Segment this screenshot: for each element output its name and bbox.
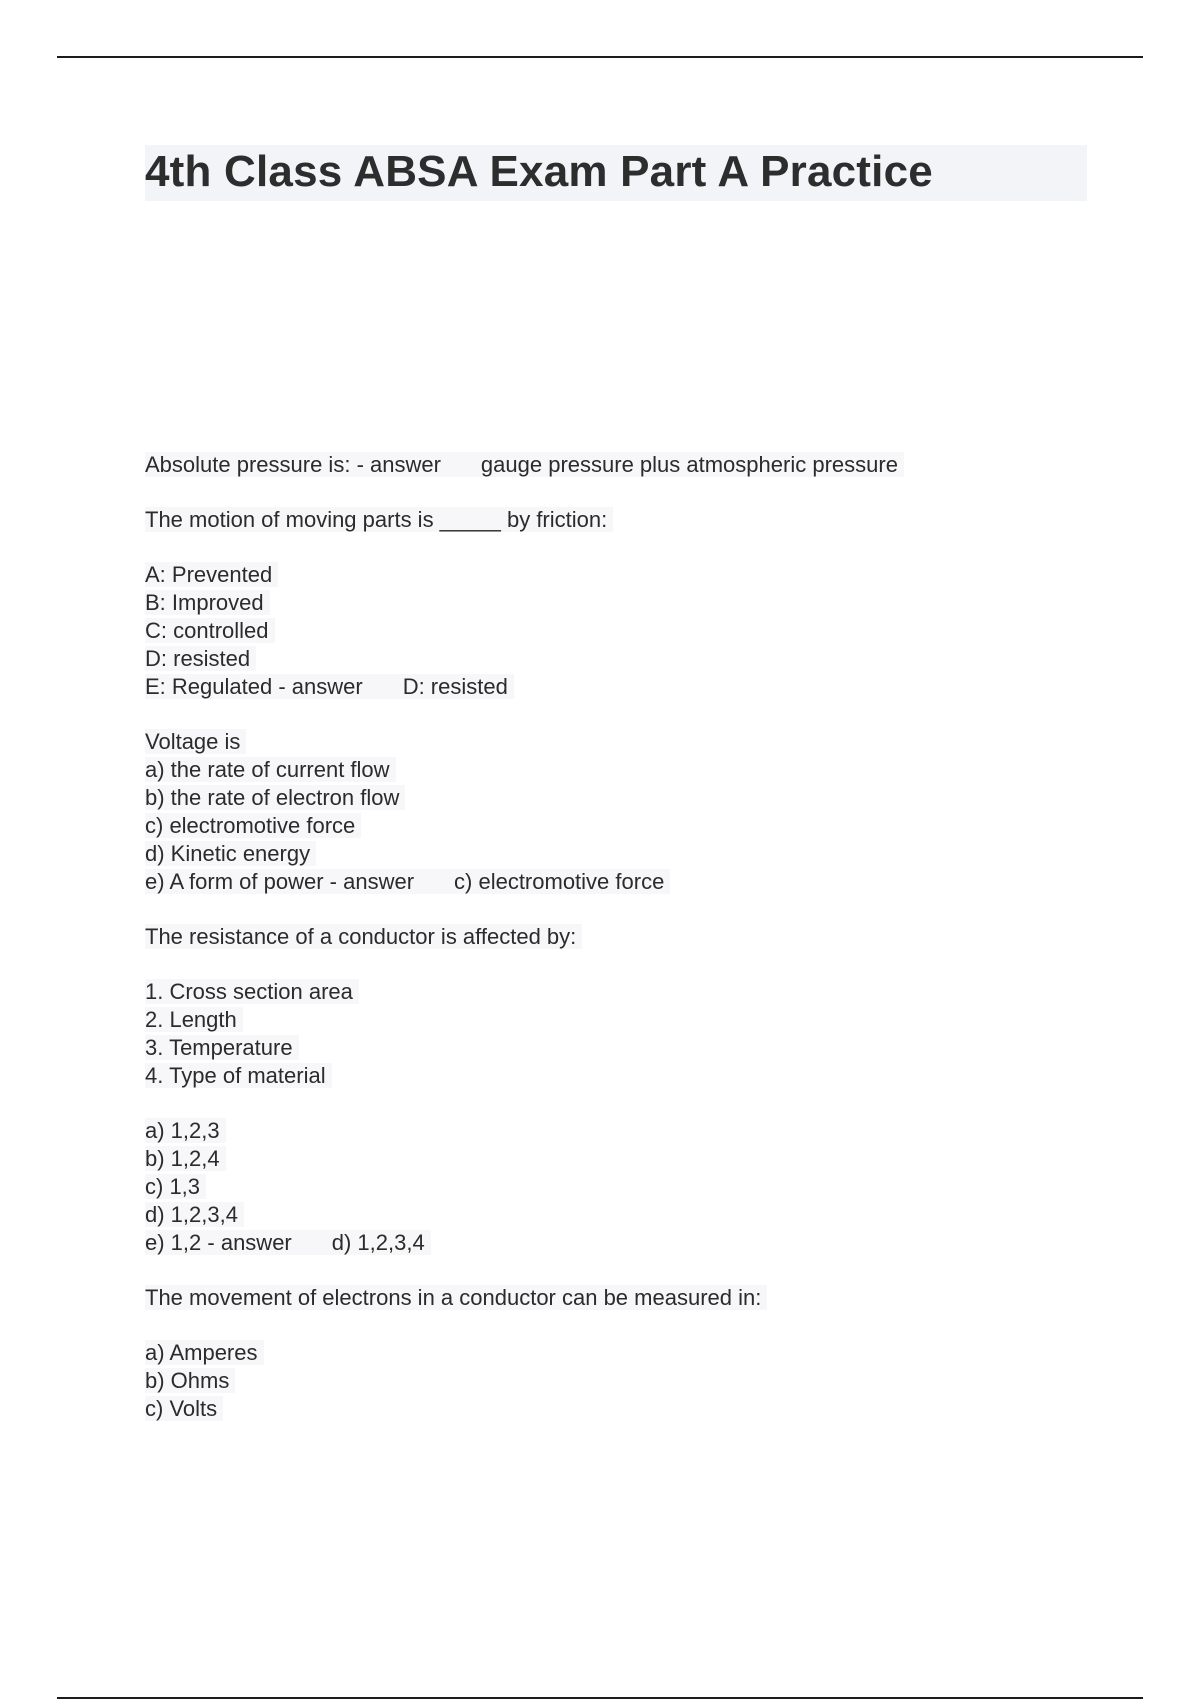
question-3 — [145, 728, 1095, 896]
question-3-answer: c) electromotive force — [454, 869, 665, 894]
question-4-list-item: 3. Temperature — [145, 1035, 299, 1060]
question-5-option: c) Volts — [145, 1396, 223, 1421]
question-2-prompt: The motion of moving parts is _____ by friction: — [145, 507, 613, 532]
page-title: 4th Class ABSA Exam Part A Practice — [145, 147, 933, 196]
question-2-option: E: Regulated — [145, 674, 273, 699]
question-2-option: D: resisted — [145, 646, 256, 671]
question-5-option: b) Ohms — [145, 1368, 235, 1393]
question-list — [145, 451, 1095, 1423]
question-3-last-line — [145, 869, 670, 894]
question-4-list-item: 1. Cross section area — [145, 979, 359, 1004]
question-4-answer: d) 1,2,3,4 — [331, 1230, 425, 1255]
question-3-option: c) electromotive force — [145, 813, 361, 838]
question-3-option: e) A form of power — [145, 869, 324, 894]
question-4-prompt: The resistance of a conductor is affected by: — [145, 924, 582, 949]
question-1-prompt: Absolute pressure is: — [145, 452, 351, 477]
answer-marker: - answer — [207, 1230, 292, 1255]
top-rule — [57, 56, 1143, 58]
question-4-option: e) 1,2 — [145, 1230, 202, 1255]
question-5 — [145, 1284, 1095, 1423]
question-4-option: c) 1,3 — [145, 1174, 206, 1199]
answer-marker: - answer — [278, 674, 363, 699]
question-2-option: B: Improved — [145, 590, 270, 615]
question-2-answer: D: resisted — [402, 674, 508, 699]
question-4-option: a) 1,2,3 — [145, 1118, 226, 1143]
question-2-last-line — [145, 674, 514, 699]
question-2 — [145, 506, 1095, 701]
question-4-option: d) 1,2,3,4 — [145, 1202, 244, 1227]
question-4-option: b) 1,2,4 — [145, 1146, 226, 1171]
question-3-option: b) the rate of electron flow — [145, 785, 405, 810]
answer-marker: - answer — [356, 452, 441, 477]
question-2-option: A: Prevented — [145, 562, 278, 587]
question-4 — [145, 923, 1095, 1257]
question-4-list-item: 2. Length — [145, 1007, 243, 1032]
question-1-answer: gauge pressure plus atmospheric pressure — [480, 452, 898, 477]
question-5-option: a) Amperes — [145, 1340, 264, 1365]
question-3-option: d) Kinetic energy — [145, 841, 316, 866]
answer-marker: - answer — [329, 869, 415, 894]
question-4-list-item: 4. Type of material — [145, 1063, 332, 1088]
question-3-option: a) the rate of current flow — [145, 757, 396, 782]
question-1 — [145, 451, 1095, 479]
question-5-prompt: The movement of electrons in a conductor can be measured in: — [145, 1285, 767, 1310]
question-3-prompt: Voltage is — [145, 729, 246, 754]
bottom-rule — [57, 1697, 1143, 1699]
question-1-line — [145, 452, 904, 477]
question-4-last-line — [145, 1230, 431, 1255]
question-2-option: C: controlled — [145, 618, 275, 643]
